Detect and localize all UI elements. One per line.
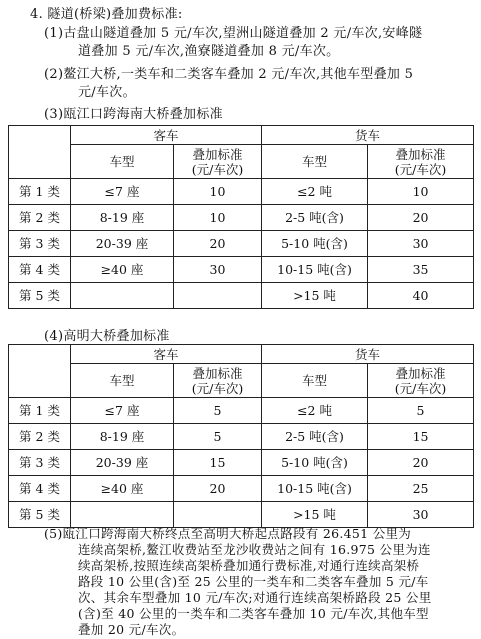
table-oujiang-bridge-surcharge: [8, 125, 474, 309]
item5-line-3: 续高架桥,按照连续高架桥叠加通行费标准,对通行连续高架桥: [78, 558, 420, 573]
passenger-fee-cell: 20: [174, 231, 262, 257]
freight-type-cell: 10-15 吨(含): [262, 476, 368, 502]
freight-type-cell: 10-15 吨(含): [262, 257, 368, 283]
passenger-fee-cell: [174, 283, 262, 309]
passenger-type-cell: 8-19 座: [71, 205, 174, 231]
passenger-type-cell: 20-39 座: [71, 450, 174, 476]
freight-type-cell: 5-10 吨(含): [262, 450, 368, 476]
freight-fee-header: 叠加标准 (元/车次): [368, 364, 474, 398]
class-cell: 第 3 类: [9, 450, 71, 476]
passenger-fee-cell: 10: [174, 205, 262, 231]
item1-line-2: 道叠加 5 元/车次,渔寮隧道叠加 8 元/车次。: [78, 44, 340, 59]
item2-line-2: 元/车次。: [78, 85, 136, 100]
class-cell: 第 5 类: [9, 502, 71, 528]
freight-type-header: 车型: [262, 145, 368, 179]
freight-fee-header: 叠加标准 (元/车次): [368, 145, 474, 179]
passenger-fee-header: 叠加标准 (元/车次): [174, 364, 262, 398]
table-row: [9, 283, 474, 309]
freight-type-cell: >15 吨: [262, 283, 368, 309]
passenger-fee-cell: 5: [174, 424, 262, 450]
freight-fee-cell: 10: [368, 179, 474, 205]
table-row: [9, 257, 474, 283]
item5-line-6: (含)至 40 公里的一类车和二类客车叠加 10 元/车次,其他车型: [78, 606, 429, 621]
passenger-type-cell: ≤7 座: [71, 179, 174, 205]
freight-type-cell: 5-10 吨(含): [262, 231, 368, 257]
corner-cell: [9, 345, 71, 398]
passenger-type-cell: ≥40 座: [71, 257, 174, 283]
class-cell: 第 3 类: [9, 231, 71, 257]
passenger-header: 客车: [71, 345, 262, 364]
freight-type-cell: 2-5 吨(含): [262, 424, 368, 450]
table-row: [9, 179, 474, 205]
item5-line-5: 次、其余车型叠加 10 元/车次;对通行连续高架桥路段 25 公里: [78, 590, 432, 605]
section-heading: 4. 隧道(桥梁)叠加费标准:: [30, 7, 183, 22]
passenger-header: 客车: [71, 126, 262, 145]
class-cell: 第 1 类: [9, 398, 71, 424]
freight-type-header: 车型: [262, 364, 368, 398]
passenger-type-cell: ≤7 座: [71, 398, 174, 424]
freight-type-cell: 2-5 吨(含): [262, 205, 368, 231]
freight-fee-cell: 40: [368, 283, 474, 309]
passenger-fee-cell: 10: [174, 179, 262, 205]
passenger-fee-cell: 20: [174, 476, 262, 502]
item3-title: (3)瓯江口跨海南大桥叠加标准: [44, 107, 223, 122]
class-cell: 第 2 类: [9, 205, 71, 231]
passenger-type-header: 车型: [71, 364, 174, 398]
item5-line-1: (5)瓯江口跨海南大桥终点至高明大桥起点路段有 26.451 公里为: [44, 526, 412, 541]
freight-fee-cell: 35: [368, 257, 474, 283]
freight-header: 货车: [262, 126, 474, 145]
class-cell: 第 4 类: [9, 257, 71, 283]
corner-cell: [9, 126, 71, 179]
freight-type-cell: >15 吨: [262, 502, 368, 528]
freight-fee-cell: 30: [368, 502, 474, 528]
class-cell: 第 2 类: [9, 424, 71, 450]
passenger-type-cell: [71, 283, 174, 309]
passenger-fee-cell: 30: [174, 257, 262, 283]
item1-line-1: (1)古盘山隧道叠加 5 元/车次,望洲山隧道叠加 2 元/车次,安峰隧: [44, 26, 423, 41]
freight-type-cell: ≤2 吨: [262, 179, 368, 205]
passenger-fee-cell: 15: [174, 450, 262, 476]
class-cell: 第 4 类: [9, 476, 71, 502]
item5-line-7: 叠加 20 元/车次。: [78, 622, 185, 637]
freight-fee-cell: 20: [368, 205, 474, 231]
table-row: [9, 398, 474, 424]
table-row: [9, 450, 474, 476]
item2-line-1: (2)鳌江大桥,一类车和二类客车叠加 2 元/车次,其他车型叠加 5: [44, 67, 414, 82]
freight-fee-cell: 20: [368, 450, 474, 476]
item5-line-2: 连续高架桥,鳌江收费站至龙沙收费站之间有 16.975 公里为连: [78, 542, 431, 557]
table-row: [9, 205, 474, 231]
table-gaoming-bridge-surcharge: [8, 344, 474, 528]
passenger-type-cell: 8-19 座: [71, 424, 174, 450]
class-cell: 第 1 类: [9, 179, 71, 205]
freight-fee-cell: 15: [368, 424, 474, 450]
passenger-type-header: 车型: [71, 145, 174, 179]
freight-fee-cell: 5: [368, 398, 474, 424]
freight-fee-cell: 25: [368, 476, 474, 502]
freight-fee-cell: 30: [368, 231, 474, 257]
passenger-type-cell: 20-39 座: [71, 231, 174, 257]
freight-header: 货车: [262, 345, 474, 364]
passenger-type-cell: ≥40 座: [71, 476, 174, 502]
table-row: [9, 476, 474, 502]
table-row: [9, 424, 474, 450]
item4-title: (4)高明大桥叠加标准: [44, 329, 170, 344]
table-row: [9, 231, 474, 257]
freight-type-cell: ≤2 吨: [262, 398, 368, 424]
item5-line-4: 路段 10 公里(含)至 25 公里的一类车和二类客车叠加 5 元/车: [78, 574, 429, 589]
class-cell: 第 5 类: [9, 283, 71, 309]
passenger-fee-header: 叠加标准 (元/车次): [174, 145, 262, 179]
passenger-fee-cell: 5: [174, 398, 262, 424]
